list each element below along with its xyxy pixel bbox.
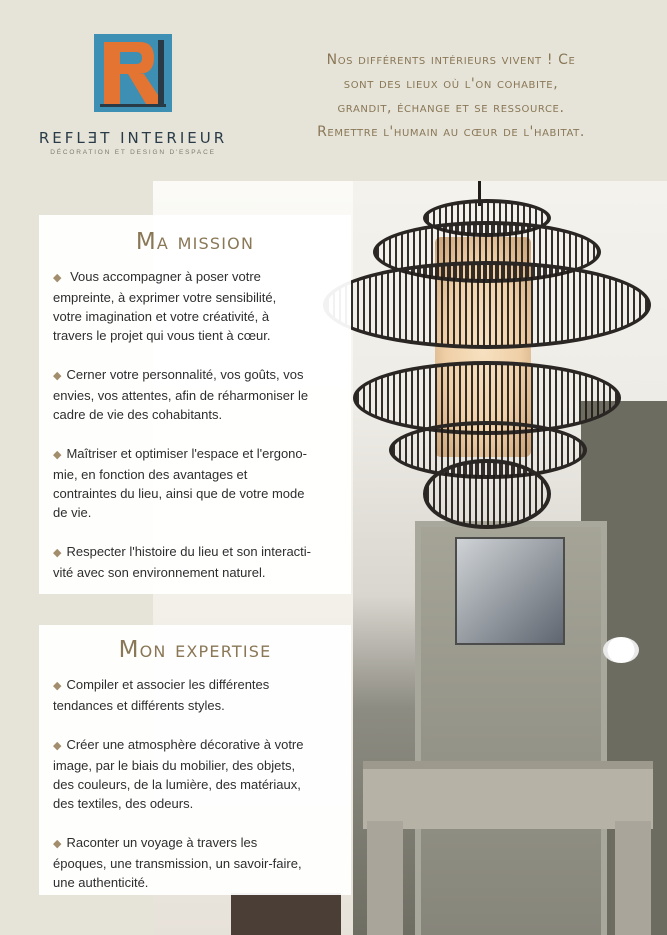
brand-tagline: DÉCORATION ET DESIGN D'ESPACE [50, 149, 216, 156]
expertise-item-line: image, par le biais du mobilier, des objets, [53, 758, 296, 773]
header [0, 0, 667, 180]
diamond-bullet-icon: ◆ [53, 449, 62, 461]
expertise-item-line [53, 833, 337, 854]
expertise-item-line: une authenticité. [53, 875, 149, 890]
diamond-bullet-icon: ◆ [53, 740, 62, 752]
lamp-ring [323, 261, 651, 349]
lamp-ring [423, 459, 551, 529]
mission-item-line [53, 444, 337, 465]
diamond-bullet-icon: ◆ [53, 547, 62, 559]
photo-mantel [363, 761, 653, 829]
mission-item-line: contraintes du lieu, ainsi que de votre mode [53, 486, 305, 501]
diamond-bullet-icon: ◆ [53, 272, 62, 284]
mission-item-text: Cerner votre personnalité, vos goûts, vos [66, 367, 304, 382]
diamond-bullet-icon: ◆ [53, 838, 62, 850]
expertise-item-line [53, 675, 337, 696]
mission-item-text: Respecter l'histoire du lieu et son interacti- [66, 544, 312, 559]
intro-line: Remettre l'humain au cœur de l'habitat. [317, 124, 585, 140]
photo-mantel-leg [367, 821, 403, 935]
mission-item-line [53, 542, 337, 563]
mission-item-line: travers le projet qui vous tient à cœur. [53, 328, 271, 343]
mission-item-line [53, 267, 337, 288]
mission-title: Ma mission [135, 229, 255, 255]
expertise-item-text: Compiler et associer les différentes [66, 677, 270, 692]
mission-item-text: Maîtriser et optimiser l'espace et l'ergono- [66, 446, 307, 461]
logo-mark-icon [94, 34, 172, 112]
expertise-item-line: époques, une transmission, un savoir-faire, [53, 856, 302, 871]
mission-item-line [53, 365, 337, 386]
expertise-item-line: des textiles, des odeurs. [53, 796, 194, 811]
mission-card [39, 215, 351, 594]
intro-text [252, 48, 650, 144]
diamond-bullet-icon: ◆ [53, 680, 62, 692]
expertise-item-text: Créer une atmosphère décorative à votre [66, 737, 304, 752]
intro-line: sont des lieux où l'on cohabite, [343, 76, 559, 92]
mission-item-line: empreinte, à exprimer votre sensibilité, [53, 290, 277, 305]
mission-item-line: votre imagination et votre créativité, à [53, 309, 270, 324]
expertise-item-line: tendances et différents styles. [53, 698, 225, 713]
mission-item-text: Vous accompagner à poser votre [70, 269, 261, 284]
expertise-item-text: Raconter un voyage à travers les [66, 835, 258, 850]
intro-line: grandit, échange et se ressource. [337, 100, 565, 116]
expertise-item-line: des couleurs, de la lumière, des matériaux, [53, 777, 301, 792]
mission-item-line: envies, vos attentes, afin de réharmoniser le [53, 388, 309, 403]
mission-item [53, 542, 337, 582]
brand-logo [38, 34, 228, 156]
photo-mantel-leg [615, 821, 651, 935]
expertise-item-line [53, 735, 337, 756]
expertise-item [53, 675, 337, 715]
mission-item-line: mie, en fonction des avantages et [53, 467, 248, 482]
expertise-item [53, 735, 337, 813]
expertise-title: Mon expertise [118, 637, 272, 663]
photo-side-table [231, 893, 341, 935]
mission-item-line: vité avec son environnement naturel. [53, 565, 266, 580]
mission-item-line: cadre de vie des cohabitants. [53, 407, 223, 422]
photo-painting [455, 537, 565, 645]
expertise-item [53, 833, 337, 892]
intro-line: Nos différents intérieurs vivent ! Ce [326, 52, 576, 68]
mission-item-line: de vie. [53, 505, 92, 520]
expertise-card [39, 625, 351, 895]
diamond-bullet-icon: ◆ [53, 370, 62, 382]
mission-item [53, 444, 337, 522]
photo-orchid [603, 637, 639, 663]
mission-item [53, 365, 337, 424]
brand-name: REFLƎT INTERIEUR [38, 129, 228, 147]
mission-item [53, 267, 337, 345]
